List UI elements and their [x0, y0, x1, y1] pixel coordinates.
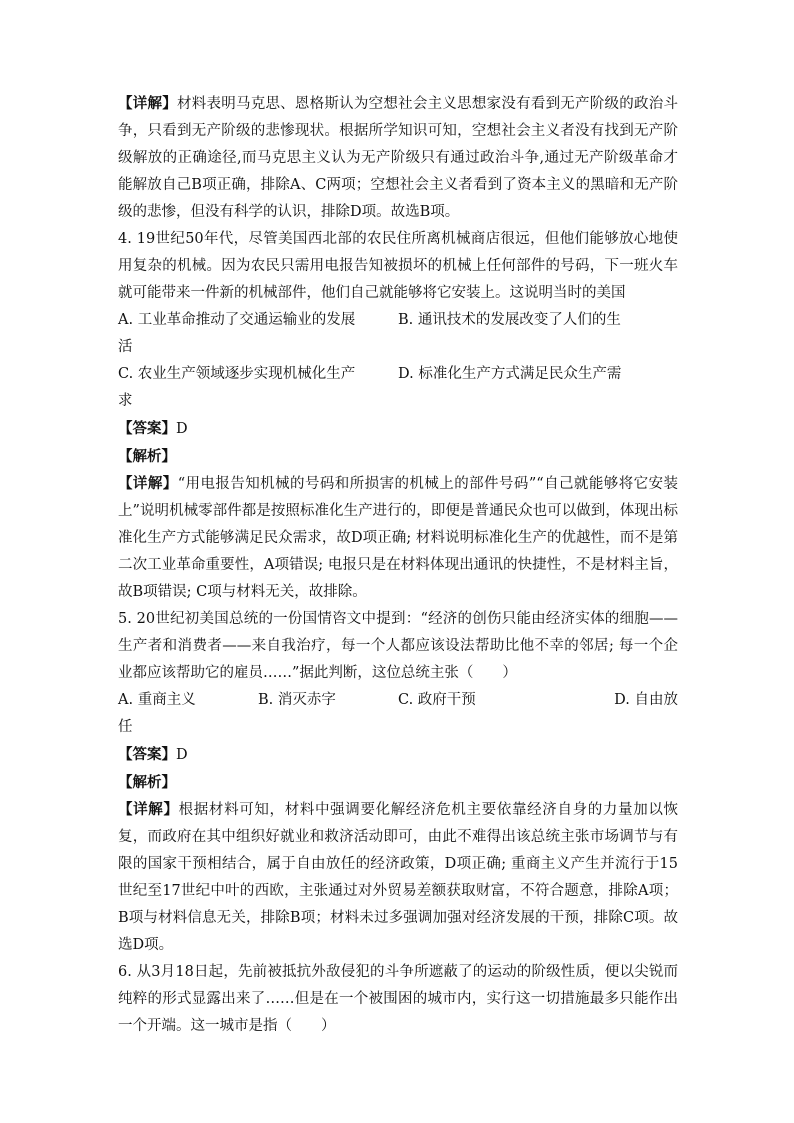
q5-option-a: A. 重商主义: [118, 692, 196, 708]
q5-stem: 5. 20世纪初美国总统的一份国情咨文中提到：“经济的创伤只能由经济实体的细胞——生产者和消费者——来自我治疗，每一个人都应该设法帮助比他不幸的邻居; 每一个企业都应该帮助它的雇员……”据此判断，这位总统主张（ ）: [118, 611, 678, 681]
q5-answer-value: D: [176, 747, 188, 763]
q3-detail-text: 材料表明马克思、恩格斯认为空想社会主义思想家没有看到无产阶级的政治斗争，只看到无产阶级的悲惨现状。根据所学知识可知，空想社会主义者没有找到无产阶级解放的正确途径,而马克思主义认为无产阶级只有通过政治斗争,通过无产阶级革命才能解放自己B项正确，排除A、C两项；空想社会主义者看到了资本主义的黑暗和无产阶级的悲惨，但没有科学的认识，排除D项。故选B项。: [118, 96, 679, 220]
document-content: [118, 90, 678, 1040]
q4-option-b: B. 通讯技术的发展改变了人们的生: [398, 312, 621, 328]
detail-tag: 【详解】: [118, 95, 177, 112]
q4-option-b-continued: 活: [118, 339, 133, 355]
q5-detail-paragraph: [118, 796, 678, 959]
q4-option-d-continued: 求: [118, 393, 133, 409]
q5-option-c: C. 政府干预: [398, 692, 476, 708]
detail-tag: 【详解】: [118, 801, 179, 818]
q4-detail-text: “用电报告知机械的号码和所损害的机械上的部件号码”“自己就能够将它安装上”说明机械零部件都是按照标准化生产进行的，即便是普通民众也可以做到，体现出标准化生产方式能够满足民众需求，故D项正确; 材料说明标准化生产的优越性，而不是第二次工业革命重要性，A项错误; 电报只是在材料体现出通讯的快捷性，不是材料主旨，故B项错误; C项与材料无关，故排除。: [118, 476, 678, 600]
q5-option-row: [118, 687, 678, 714]
q6-stem: 6. 从3月18日起，先前被抵抗外敌侵犯的斗争所遮蔽了的运动的阶级性质，便以尖锐而纯粹的形式显露出来了……但是在一个被围困的城市内，实行这一切措施最多只能作出一个开端。这一城市是指（ ）: [118, 964, 678, 1034]
detail-tag: 【详解】: [118, 475, 178, 492]
q4-answer-line: [118, 415, 678, 443]
q4-option-d: D. 标准化生产方式满足民众生产需: [398, 366, 622, 382]
q4-option-c: C. 农业生产领域逐步实现机械化生产: [118, 366, 356, 382]
answer-tag: 【答案】: [118, 746, 176, 763]
q4-option-row-2: [118, 361, 678, 388]
q4-detail-paragraph: [118, 470, 678, 606]
q5-option-d-continued: 任: [118, 719, 133, 735]
q4-stem: 4. 19世纪50年代，尽管美国西北部的农民住所离机械商店很远，但他们能够放心地使用复杂的机械。因为农民只需用电报告知被损坏的机械上任何部件的号码，下一班火车就可能带来一件新的机械部件，他们自己就能够将它安装上。这说明当时的美国: [118, 231, 678, 301]
answer-tag: 【答案】: [118, 420, 176, 437]
q4-option-a: A. 工业革命推动了交通运输业的发展: [118, 312, 356, 328]
q4-answer-value: D: [176, 421, 188, 437]
q4-analysis-tag: 【解析】: [118, 448, 176, 465]
q5-option-b: B. 消灭赤字: [258, 692, 336, 708]
q5-answer-line: [118, 741, 678, 769]
q5-detail-text: 根据材料可知，材料中强调要化解经济危机主要依靠经济自身的力量加以恢复，而政府在其中组织好就业和救济活动即可，由此不难得出该总统主张市场调节与有限的国家干预相结合，属于自由放任的经济政策，D项正确; 重商主义产生并流行于15世纪至17世纪中叶的西欧，主张通过对外贸易差额获取财富，不符合题意，排除A项；B项与材料信息无关，排除B项；材料未过多强调加强对经济发展的干预，排除C项。故选D项。: [118, 802, 679, 953]
q3-detail-paragraph: [118, 90, 678, 226]
q4-option-row-1: [118, 307, 678, 334]
q5-analysis-tag: 【解析】: [118, 774, 176, 791]
q5-option-d: D. 自由放: [614, 692, 678, 708]
